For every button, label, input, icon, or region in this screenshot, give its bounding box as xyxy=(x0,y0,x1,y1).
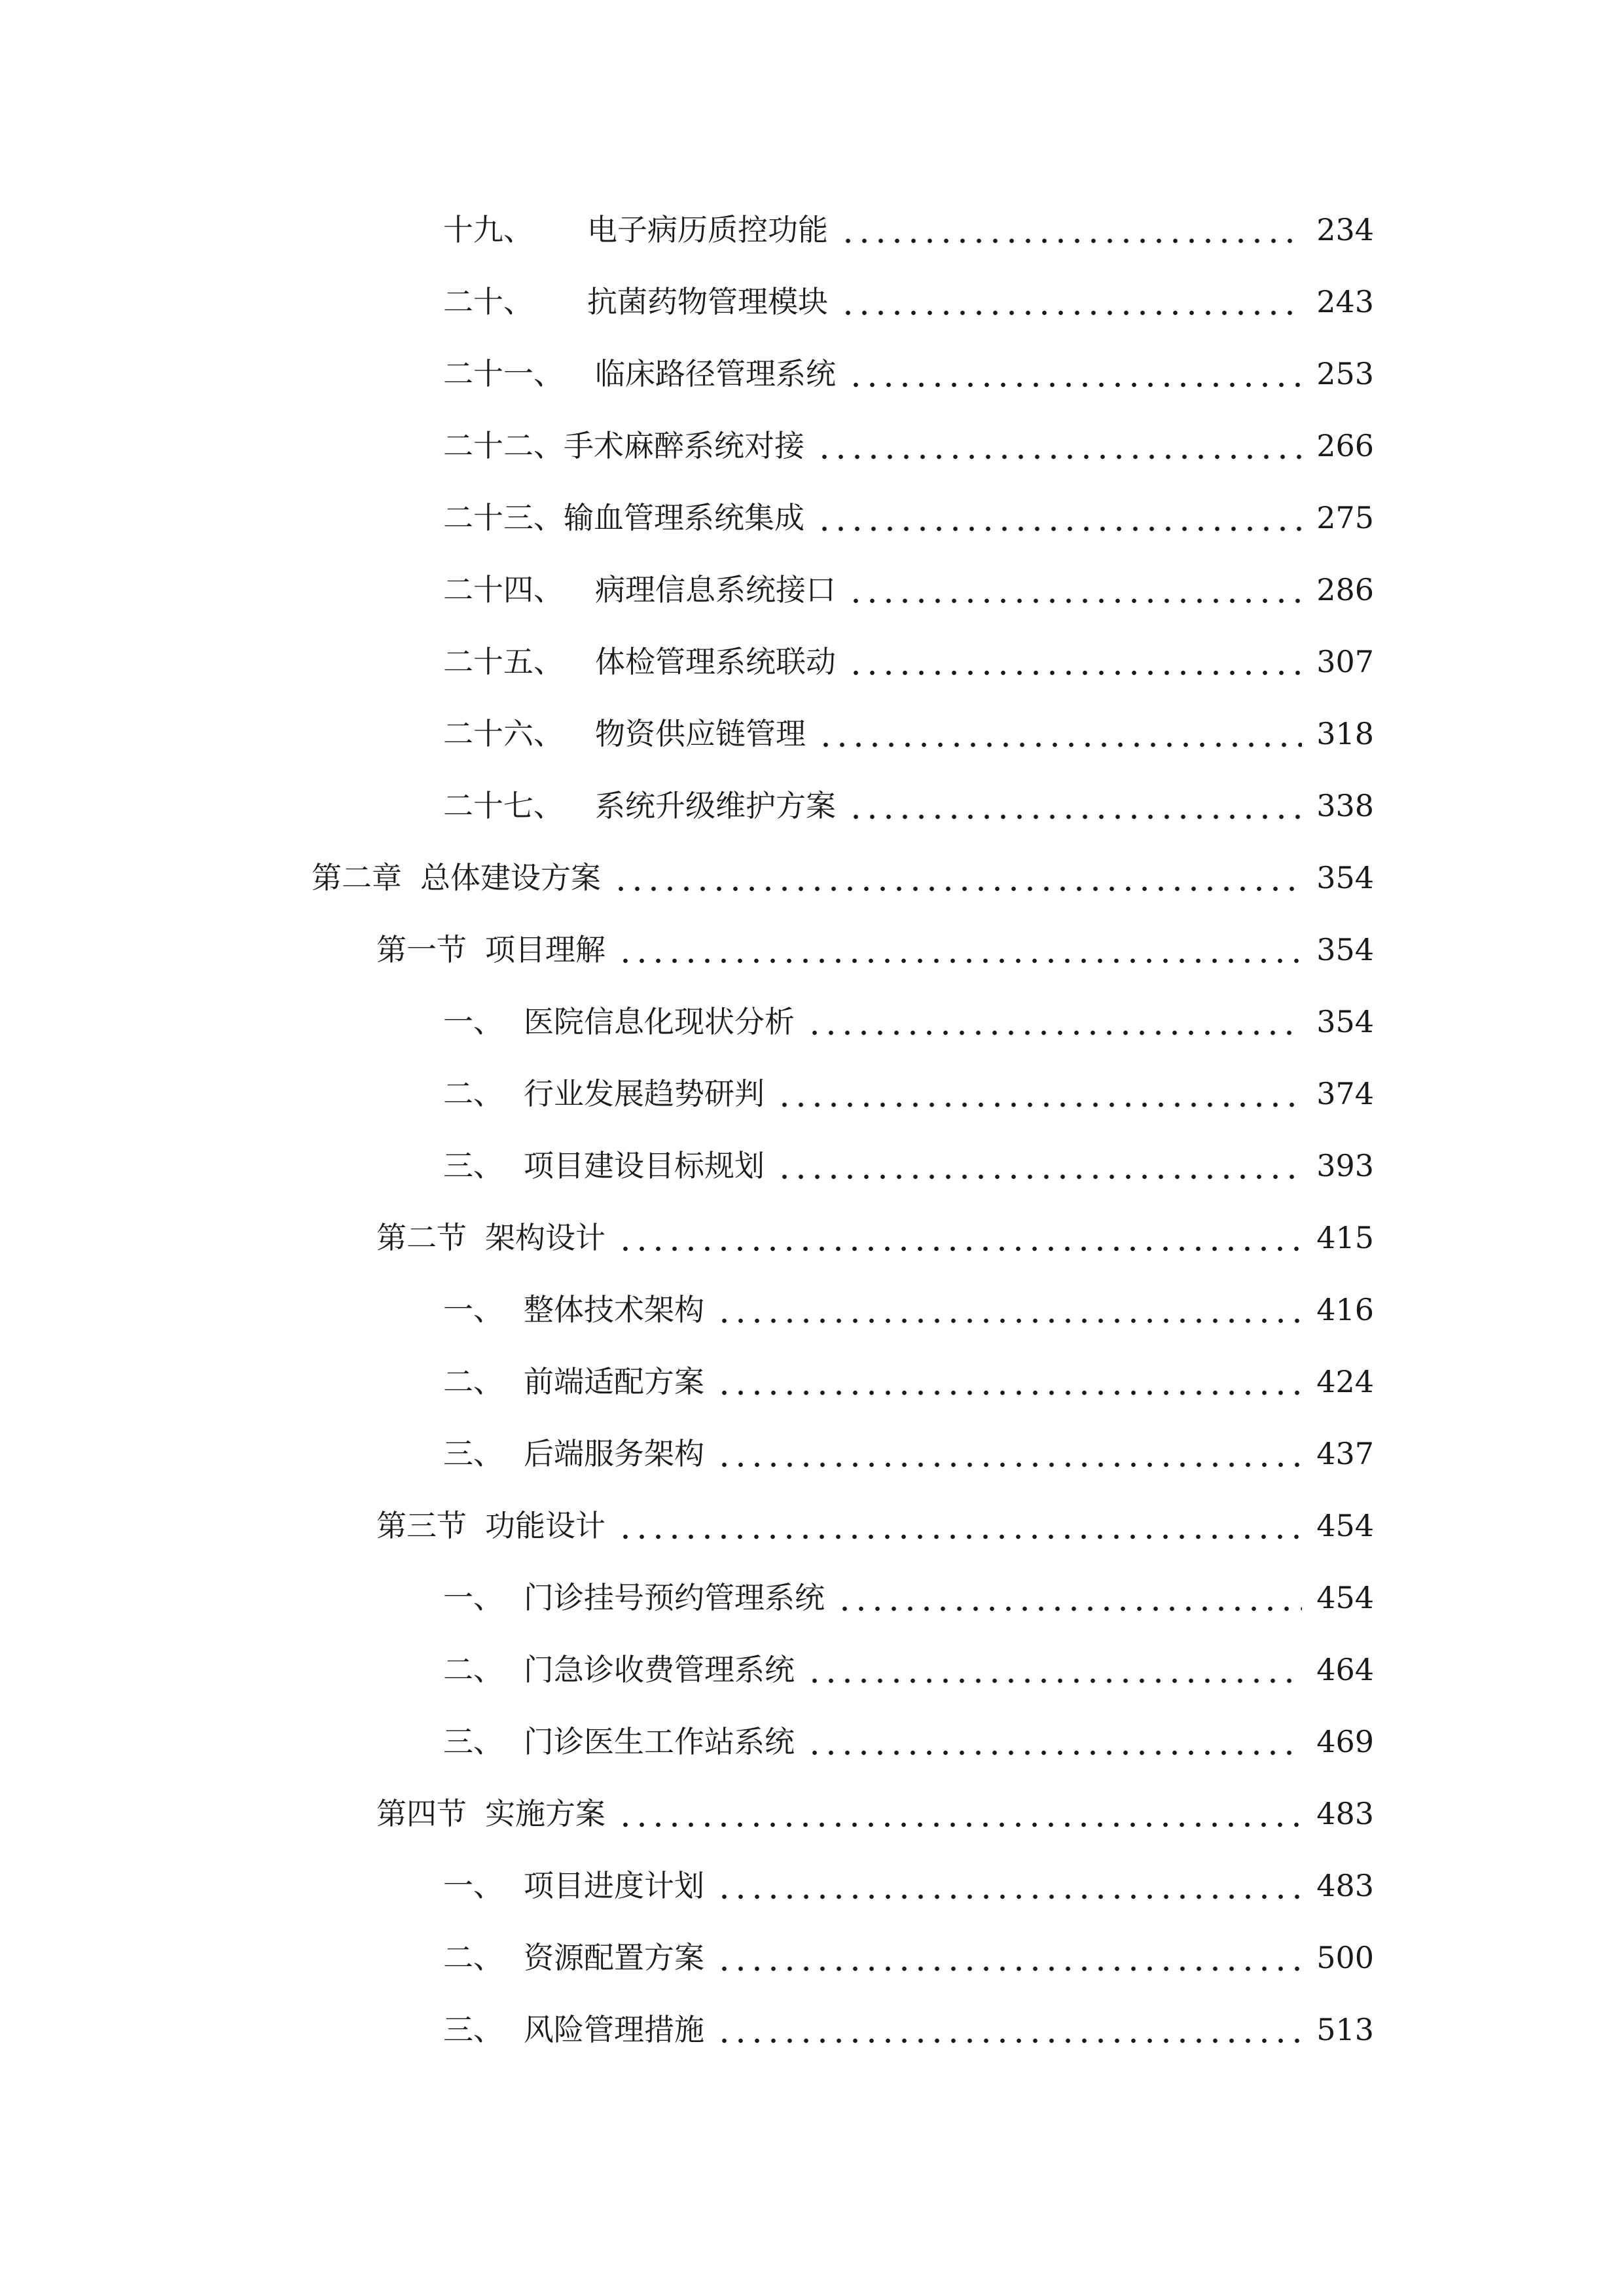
toc-entry-page: 354 xyxy=(1316,1004,1374,1039)
toc-entry-number: 二十、 xyxy=(443,284,533,319)
toc-entry[interactable] xyxy=(443,1431,1374,1477)
toc-entry-page: 424 xyxy=(1316,1364,1374,1399)
toc-entry-title: 门诊挂号预约管理系统 xyxy=(524,1580,825,1615)
toc-entry-page: 469 xyxy=(1316,1724,1374,1759)
toc-entry-title: 项目理解 xyxy=(485,932,605,967)
toc-entry[interactable] xyxy=(443,639,1374,685)
dot-leader xyxy=(716,1894,1302,1899)
toc-entry-number: 第二节 xyxy=(376,1220,467,1255)
toc-entry-number: 第一节 xyxy=(376,932,467,967)
toc-entry-page: 513 xyxy=(1316,2012,1374,2047)
toc-entry-number: 二十四、 xyxy=(443,572,564,607)
toc-entry-number: 二、 xyxy=(443,1076,503,1111)
toc-entry-chapter[interactable] xyxy=(312,855,1374,901)
toc-entry[interactable] xyxy=(443,1359,1374,1405)
toc-entry-title: 项目建设目标规划 xyxy=(524,1148,765,1183)
dot-leader xyxy=(806,1678,1302,1683)
toc-entry-page: 416 xyxy=(1316,1292,1374,1327)
dot-leader xyxy=(848,382,1302,387)
toc-entry-page: 354 xyxy=(1316,860,1374,895)
toc-entry-page: 454 xyxy=(1316,1508,1374,1543)
toc-entry-number: 三、 xyxy=(443,1436,503,1471)
toc-entry-title: 手术麻醉系统对接 xyxy=(564,428,804,463)
toc-entry-title: 电子病历质控功能 xyxy=(587,212,828,247)
toc-entry-title: 功能设计 xyxy=(485,1508,605,1543)
toc-entry[interactable] xyxy=(443,1071,1374,1117)
dot-leader xyxy=(806,1750,1302,1755)
toc-entry-number: 二十六、 xyxy=(443,716,564,751)
toc-entry-title: 行业发展趋势研判 xyxy=(524,1076,765,1111)
dot-leader xyxy=(848,814,1302,819)
dot-leader xyxy=(716,1966,1302,1971)
toc-entry-page: 338 xyxy=(1316,788,1374,823)
toc-entry-page: 483 xyxy=(1316,1868,1374,1903)
toc-entry-number: 十九、 xyxy=(443,212,533,247)
toc-entry-title: 物资供应链管理 xyxy=(595,716,806,751)
dot-leader xyxy=(837,1606,1302,1611)
toc-entry-title: 总体建设方案 xyxy=(420,860,601,895)
toc-entry-page: 266 xyxy=(1316,428,1374,463)
toc-entry-page: 243 xyxy=(1316,284,1374,319)
toc-entry-number: 二十七、 xyxy=(443,788,564,823)
toc-entry[interactable] xyxy=(443,1575,1374,1621)
toc-entry-title: 实施方案 xyxy=(485,1796,605,1831)
toc-entry-page: 286 xyxy=(1316,572,1374,607)
toc-entry-number: 三、 xyxy=(443,1148,503,1183)
toc-entry-title: 架构设计 xyxy=(485,1220,605,1255)
toc-entry[interactable] xyxy=(443,1143,1374,1189)
dot-leader xyxy=(848,598,1302,603)
toc-entry-title: 整体技术架构 xyxy=(524,1292,704,1327)
toc-entry-page: 374 xyxy=(1316,1076,1374,1111)
toc-entry-number: 二、 xyxy=(443,1652,503,1687)
toc-entry-number: 二十一、 xyxy=(443,356,564,391)
toc-entry-number: 一、 xyxy=(443,1004,503,1039)
toc-entry[interactable] xyxy=(443,783,1374,829)
dot-leader xyxy=(840,238,1302,243)
toc-entry-page: 437 xyxy=(1316,1436,1374,1471)
toc-entry-number: 二十三、 xyxy=(443,500,564,535)
toc-entry-number: 三、 xyxy=(443,2012,503,2047)
toc-entry-number: 一、 xyxy=(443,1868,503,1903)
dot-leader xyxy=(716,1462,1302,1467)
toc-entry[interactable] xyxy=(443,567,1374,613)
toc-entry[interactable] xyxy=(443,711,1374,757)
toc-entry-title: 前端适配方案 xyxy=(524,1364,704,1399)
toc-entry-number: 三、 xyxy=(443,1724,503,1759)
toc-entry-number: 二十五、 xyxy=(443,644,564,679)
toc-entry[interactable] xyxy=(443,1719,1374,1765)
toc-entry-number: 第四节 xyxy=(376,1796,467,1831)
toc-entry-page: 234 xyxy=(1316,212,1374,247)
toc-entry-number: 二十二、 xyxy=(443,428,564,463)
toc-entry[interactable] xyxy=(443,279,1374,325)
toc-entry-number: 一、 xyxy=(443,1580,503,1615)
toc-entry-number: 二、 xyxy=(443,1364,503,1399)
toc-entry-page: 464 xyxy=(1316,1652,1374,1687)
dot-leader xyxy=(840,310,1302,315)
toc-entry-page: 454 xyxy=(1316,1580,1374,1615)
toc-entry-page: 500 xyxy=(1316,1940,1374,1975)
toc-entry-title: 医院信息化现状分析 xyxy=(524,1004,795,1039)
toc-entry-title: 项目进度计划 xyxy=(524,1868,704,1903)
dot-leader xyxy=(617,1534,1302,1539)
dot-leader xyxy=(716,2038,1302,2043)
toc-entry[interactable] xyxy=(443,1935,1374,1981)
toc-entry-number: 第三节 xyxy=(376,1508,467,1543)
toc-entry-title: 病理信息系统接口 xyxy=(595,572,836,607)
toc-entry[interactable] xyxy=(443,423,1374,469)
dot-leader xyxy=(716,1318,1302,1323)
toc-entry-title: 临床路径管理系统 xyxy=(595,356,836,391)
toc-entry[interactable] xyxy=(443,1647,1374,1693)
toc-entry-title: 风险管理措施 xyxy=(524,2012,704,2047)
dot-leader xyxy=(613,886,1302,891)
toc-entry-title: 门诊医生工作站系统 xyxy=(524,1724,795,1759)
dot-leader xyxy=(806,1030,1302,1035)
toc-entry-section[interactable] xyxy=(376,927,1374,973)
toc-entry-number: 二、 xyxy=(443,1940,503,1975)
dot-leader xyxy=(816,454,1302,459)
toc-entry-page: 483 xyxy=(1316,1796,1374,1831)
toc-entry[interactable] xyxy=(443,999,1374,1045)
toc-entry-section[interactable] xyxy=(376,1503,1374,1549)
toc-entry-number: 一、 xyxy=(443,1292,503,1327)
toc-entry-page: 415 xyxy=(1316,1220,1374,1255)
toc-entry-title: 体检管理系统联动 xyxy=(595,644,836,679)
toc-entry-title: 后端服务架构 xyxy=(524,1436,704,1471)
toc-entry[interactable] xyxy=(443,1863,1374,1909)
toc-entry-title: 系统升级维护方案 xyxy=(595,788,836,823)
dot-leader xyxy=(716,1390,1302,1395)
toc-entry-section[interactable] xyxy=(376,1215,1374,1261)
toc-entry[interactable] xyxy=(443,1287,1374,1333)
dot-leader xyxy=(776,1174,1302,1179)
dot-leader xyxy=(617,958,1302,963)
toc-entry-section[interactable] xyxy=(376,1791,1374,1837)
dot-leader xyxy=(818,742,1302,747)
dot-leader xyxy=(848,670,1302,675)
dot-leader xyxy=(816,526,1302,531)
toc-entry[interactable] xyxy=(443,2007,1374,2053)
toc-entry-title: 资源配置方案 xyxy=(524,1940,704,1975)
toc-entry-page: 393 xyxy=(1316,1148,1374,1183)
toc-entry[interactable] xyxy=(443,351,1374,397)
toc-entry-title: 输血管理系统集成 xyxy=(564,500,804,535)
toc-entry[interactable] xyxy=(443,495,1374,541)
toc-entry-page: 307 xyxy=(1316,644,1374,679)
toc-entry-page: 354 xyxy=(1316,932,1374,967)
toc-entry[interactable] xyxy=(443,207,1374,253)
toc-entry-title: 抗菌药物管理模块 xyxy=(587,284,828,319)
dot-leader xyxy=(617,1246,1302,1251)
dot-leader xyxy=(617,1822,1302,1827)
dot-leader xyxy=(776,1102,1302,1107)
toc-entry-title: 门急诊收费管理系统 xyxy=(524,1652,795,1687)
toc-entry-page: 318 xyxy=(1316,716,1374,751)
toc-entry-page: 253 xyxy=(1316,356,1374,391)
toc-entry-number: 第二章 xyxy=(312,860,402,895)
toc-entry-page: 275 xyxy=(1316,500,1374,535)
